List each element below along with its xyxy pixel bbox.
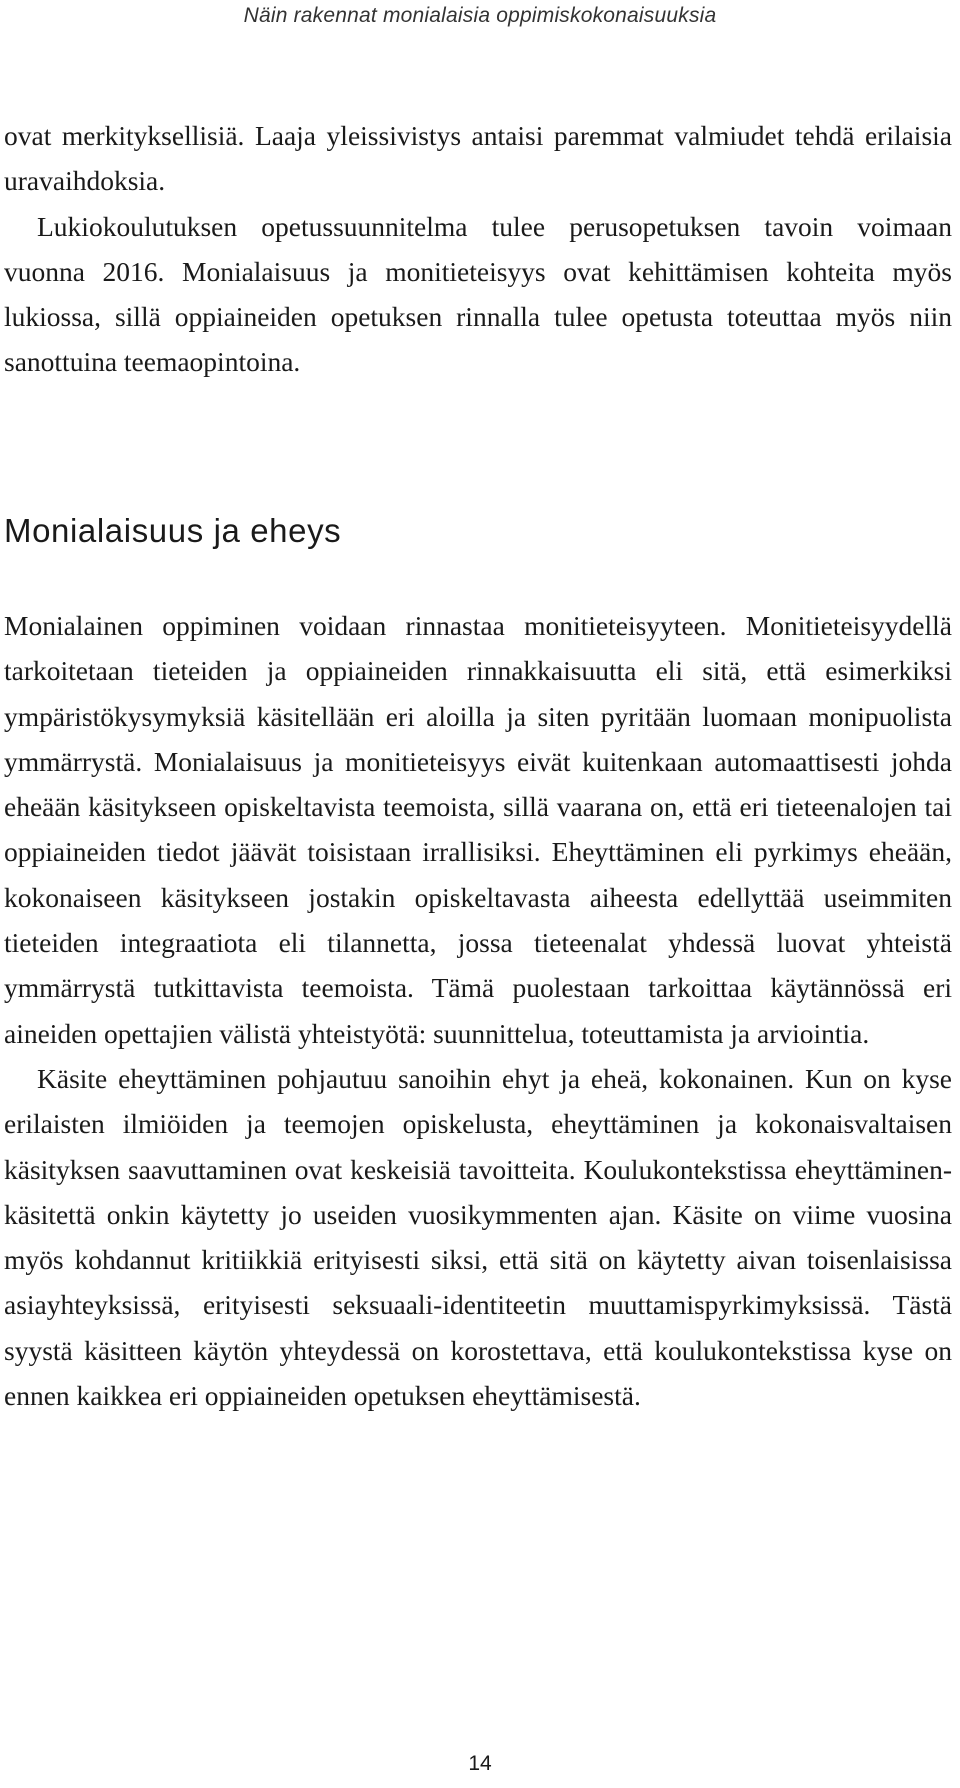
section-heading: Monialaisuus ja eheys — [4, 512, 342, 549]
intro-paragraph-continued: ovat merkityksellisiä. Laaja yleissivistys antaisi paremmat valmiudet tehdä erilaisia uravaihdoksia. — [4, 120, 952, 197]
page-number: 14 — [468, 1752, 492, 1775]
section-paragraph-eheyttaminen: Käsite eheyttäminen pohjautuu sanoihin ehyt ja eheä, kokonainen. Kun on kyse erilaisten ilmiöiden ja teemojen opiskelusta, eheyttäminen ja kokonaisvaltaisen käsityksen saavuttaminen ovat keskeisiä tavoitteita. Koulukontekstissa eheyttäminen-käsitettä onkin käytetty jo useiden vuosikymmenten ajan. Käsite on viime vuosina myös kohdannut kritiikkiä erityisesti siksi, että sitä on käytetty aivan toisenlaisissa asiayhteyksissä, erityisesti seksuaali-identiteetin muuttamispyrkimyksissä. Tästä syystä käsitteen käytön yhteydessä on korostettava, että koulukontekstissa kyse on ennen kaikkea eri oppiaineiden opetuksen eheyttämisestä. — [4, 1062, 952, 1412]
intro-text-block — [4, 113, 952, 385]
section-paragraph-monitieteisyys: Monialainen oppiminen voidaan rinnastaa monitieteisyyteen. Monitieteisyydellä tarkoitetaan tieteiden ja oppiaineiden rinnakkaisuutta eli sitä, että esimerkiksi ympäristökysymyksiä käsitellään eri aloilla ja siten pyritään luomaan monipuolista ymmärrystä. Monialaisuus ja monitieteisyys eivät kuitenkaan automaattisesti johda eheään käsitykseen opiskeltavista teemoista, sillä vaarana on, että eri tieteenalojen tai oppiaineiden tiedot jäävät toisistaan irrallisiksi. Eheyttäminen eli pyrkimys eheään, kokonaiseen käsitykseen jostakin opiskeltavasta aiheesta edellyttää useimmiten tieteiden integraatiota eli tilannetta, jossa tieteenalat yhdessä luovat yhteistä ymmärrystä tutkittavista teemoista. Tämä puolestaan tarkoittaa käytännössä eri aineiden opettajien välistä yhteistyötä: suunnittelua, toteuttamista ja arviointia. — [4, 610, 952, 1049]
section-text-block — [4, 603, 952, 1418]
intro-paragraph-lukio: Lukiokoulutuksen opetussuunnitelma tulee perusopetuksen tavoin voimaan vuonna 2016. Monialaisuus ja monitieteisyys ovat kehittämisen kohteita myös lukiossa, sillä oppiaineiden opetuksen rinnalla tulee opetusta toteuttaa myös niin sanottuina teemaopintoina. — [4, 210, 952, 378]
running-header: Näin rakennat monialaisia oppimiskokonaisuuksia — [243, 4, 717, 27]
